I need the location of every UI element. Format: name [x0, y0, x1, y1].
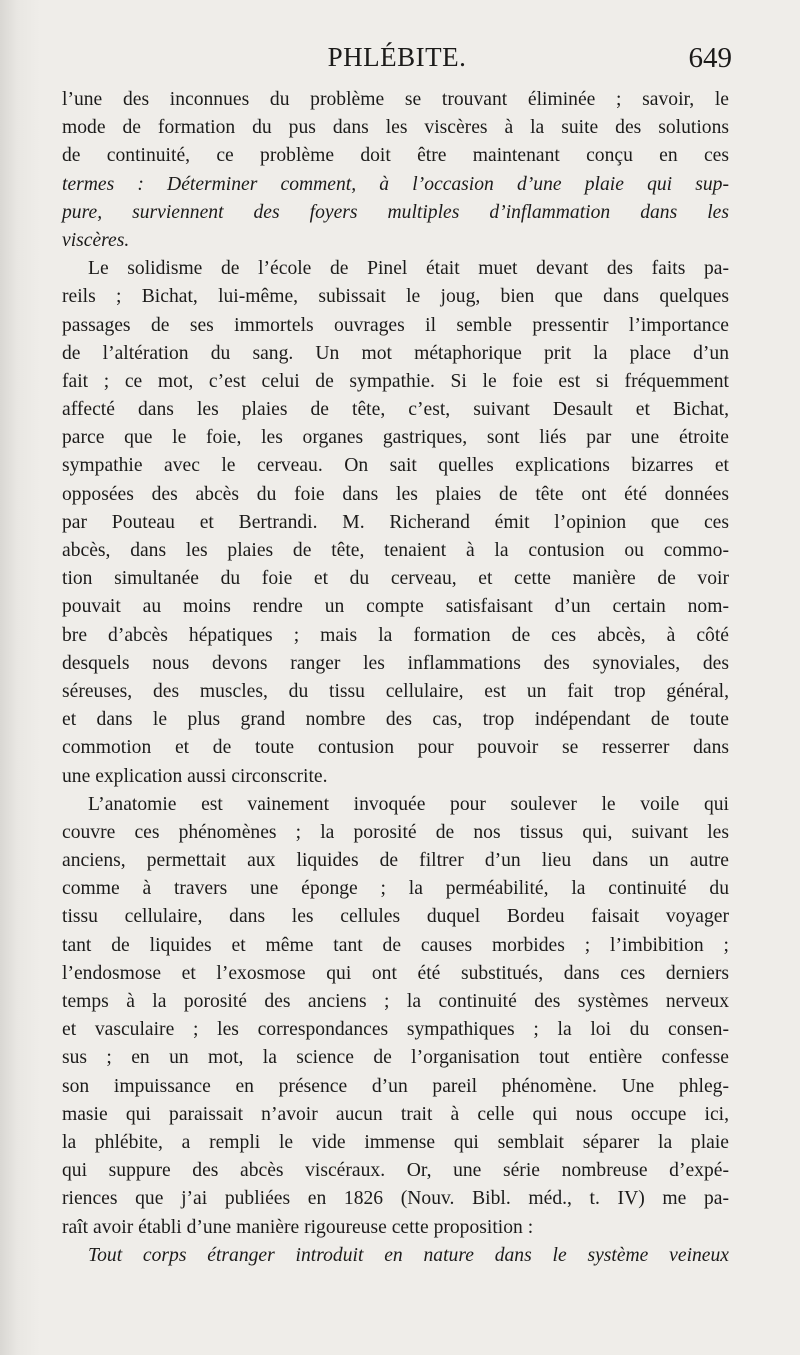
text-line: anciens, permettait aux liquides de filtrer d’un lieu dans un autre	[62, 850, 729, 872]
text-line: et vasculaire ; les correspondances sympathiques ; la loi du consen-	[62, 1019, 729, 1041]
text-line: par Pouteau et Bertrandi. M. Richerand émit l’opinion que ces	[62, 511, 729, 533]
text-line: fait ; ce mot, c’est celui de sympathie. Si le foie est si fréquemment	[62, 370, 729, 392]
text-line: termes : Déterminer comment, à l’occasion d’une plaie qui sup-	[62, 173, 729, 195]
text-line: qui suppure des abcès viscéraux. Or, une série nombreuse d’expé-	[62, 1160, 729, 1182]
text-line: affecté dans les plaies de tête, c’est, suivant Desault et Bichat,	[62, 399, 729, 421]
text-line: sus ; en un mot, la science de l’organisation tout entière confesse	[62, 1047, 729, 1069]
text-line: temps à la porosité des anciens ; la continuité des systèmes nerveux	[62, 991, 729, 1012]
text-line: une explication aussi circonscrite.	[62, 765, 328, 787]
text-line: parce que le foie, les organes gastriques, sont liés par une étroite	[62, 427, 729, 449]
text-line: tant de liquides et même tant de causes morbides ; l’imbibition ;	[62, 934, 729, 956]
text-line: reils ; Bichat, lui-même, subissait le joug, bien que dans quelques	[62, 286, 729, 308]
text-line: tissu cellulaire, dans les cellules duquel Bordeu faisait voyager	[62, 906, 729, 928]
text-line: viscères.	[62, 229, 130, 251]
text-line: l’une des inconnues du problème se trouvant éliminée ; savoir, le	[62, 89, 729, 110]
body-text	[62, 86, 729, 1270]
text-line: Le solidisme de l’école de Pinel était muet devant des faits pa-	[88, 258, 729, 280]
text-line: couvre ces phénomènes ; la porosité de nos tissus qui, suivant les	[62, 821, 729, 843]
text-line: L’anatomie est vainement invoquée pour soulever le voile qui	[88, 793, 729, 815]
text-line: pouvait au moins rendre un compte satisfaisant d’un certain nom-	[62, 596, 729, 618]
text-line: commotion et de toute contusion pour pouvoir se resserrer dans	[62, 737, 729, 759]
text-line: tion simultanée du foie et du cerveau, et cette manière de voir	[62, 568, 729, 590]
text-line: l’endosmose et l’exosmose qui ont été substitués, dans ces derniers	[62, 962, 729, 984]
text-line: comme à travers une éponge ; la perméabilité, la continuité du	[62, 878, 729, 900]
text-line: opposées des abcès du foie dans les plaies de tête ont été données	[62, 483, 729, 505]
text-line: passages de ses immortels ouvrages il semble pressentir l’importance	[62, 314, 729, 336]
text-line: bre d’abcès hépatiques ; mais la formation de ces abcès, à côté	[62, 624, 729, 646]
text-line: desquels nous devons ranger les inflammations des synoviales, des	[62, 652, 729, 674]
text-line: abcès, dans les plaies de tête, tenaient à la contusion ou commo-	[62, 540, 729, 561]
text-line: et dans le plus grand nombre des cas, trop indépendant de toute	[62, 709, 729, 731]
text-line: de l’altération du sang. Un mot métaphorique prit la place d’un	[62, 342, 729, 364]
page-number: 649	[688, 42, 732, 74]
text-line: de continuité, ce problème doit être maintenant conçu en ces	[62, 145, 729, 167]
text-line: masie qui paraissait n’avoir aucun trait à celle qui nous occupe ici,	[62, 1103, 729, 1125]
text-line: séreuses, des muscles, du tissu cellulaire, est un fait trop général,	[62, 680, 729, 702]
text-line: raît avoir établi d’une manière rigoureuse cette proposition :	[62, 1216, 534, 1238]
text-line: mode de formation du pus dans les viscères à la suite des solutions	[62, 117, 729, 139]
text-line: sympathie avec le cerveau. On sait quelles explications bizarres et	[62, 455, 729, 477]
page-header	[62, 40, 732, 80]
text-line: riences que j’ai publiées en 1826 (Nouv. Bibl. méd., t. IV) me pa-	[62, 1188, 729, 1210]
text-line: Tout corps étranger introduit en nature dans le système veineux	[88, 1244, 729, 1266]
running-title: PHLÉBITE.	[327, 42, 467, 72]
text-line: pure, surviennent des foyers multiples d’inflammation dans les	[62, 201, 729, 223]
text-line: son impuissance en présence d’un pareil phénomène. Une phleg-	[62, 1075, 729, 1097]
text-line: la phlébite, a rempli le vide immense qui semblait séparer la plaie	[62, 1131, 729, 1153]
